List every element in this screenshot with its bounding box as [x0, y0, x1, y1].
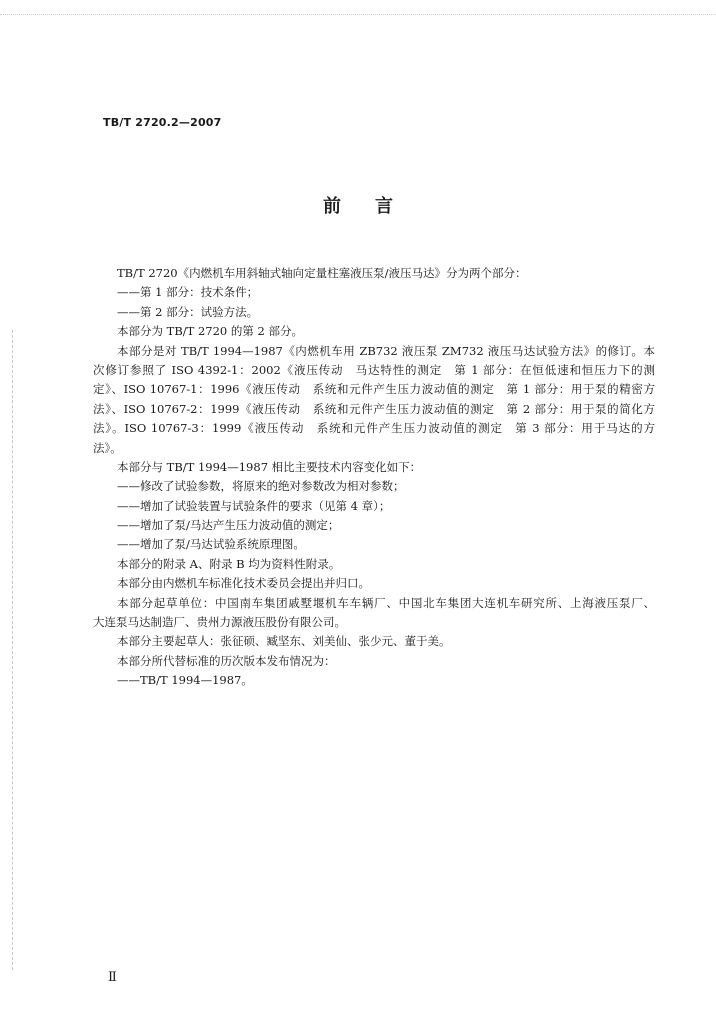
text-line: 本部分所代替标准的历次版本发布情况为： [117, 653, 336, 668]
scan-artifact-left-edge [12, 330, 14, 970]
text-line: ——修改了试验参数，将原来的绝对参数改为相对参数； [117, 479, 405, 494]
text-line: 定》、ISO 10767-1：1996《液压传动 系统和元件产生压力波动值的测定 第 1 部分：用于泵的精密方 [93, 382, 655, 397]
page-number: Ⅱ [108, 970, 117, 985]
foreword-body [93, 264, 655, 691]
text-line: 本部分起草单位：中国南车集团戚墅堰机车车辆厂、中国北车集团大连机车研究所、上海液压泵厂、 [117, 595, 655, 610]
text-line: 本部分是对 TB/T 1994—1987《内燃机车用 ZB732 液压泵 ZM732 液压马达试验方法》的修订。本 [117, 343, 655, 358]
text-line: 大连泵马达制造厂、贵州力源液压股份有限公司。 [93, 615, 346, 630]
text-line: ——TB/T 1994—1987。 [117, 673, 253, 688]
text-line: 本部分与 TB/T 1994—1987 相比主要技术内容变化如下： [117, 459, 422, 474]
text-line: TB/T 2720《内燃机车用斜轴式轴向定量柱塞液压泵/液压马达》分为两个部分： [117, 266, 527, 280]
text-line: 法》、ISO 10767-2：1999《液压传动 系统和元件产生压力波动值的测定 第 2 部分：用于泵的简化方 [93, 401, 655, 416]
standard-id: TB/T 2720.2—2007 [103, 116, 222, 129]
text-line: 本部分由内燃机车标准化技术委员会提出并归口。 [117, 576, 370, 591]
text-line: ——第 2 部分：试验方法。 [117, 304, 259, 319]
text-line: 次修订参照了 ISO 4392-1：2002《液压传动 马达特性的测定 第 1 部分：在恒低速和恒压力下的测 [93, 362, 655, 377]
text-line: ——增加了泵/马达产生压力波动值的测定； [117, 518, 340, 533]
text-line: 本部分为 TB/T 2720 的第 2 部分。 [117, 324, 304, 339]
page-title: 前言 [323, 196, 427, 217]
text-line: 法》。ISO 10767-3：1999《液压传动 系统和元件产生压力波动值的测定 第 3 部分：用于马达的方 [93, 421, 655, 436]
text-line: 本部分的附录 A、附录 B 均为资料性附录。 [117, 556, 341, 571]
text-line: ——增加了试验装置与试验条件的要求（见第 4 章）； [117, 498, 391, 513]
text-line: ——增加了泵/马达试验系统原理图。 [117, 537, 305, 552]
text-line: ——第 1 部分：技术条件； [117, 285, 259, 300]
text-line: 本部分主要起草人：张征硕、臧坚东、刘美仙、张少元、董于美。 [117, 634, 451, 649]
scan-artifact-top [0, 14, 716, 17]
text-line: 法》。 [93, 440, 122, 455]
